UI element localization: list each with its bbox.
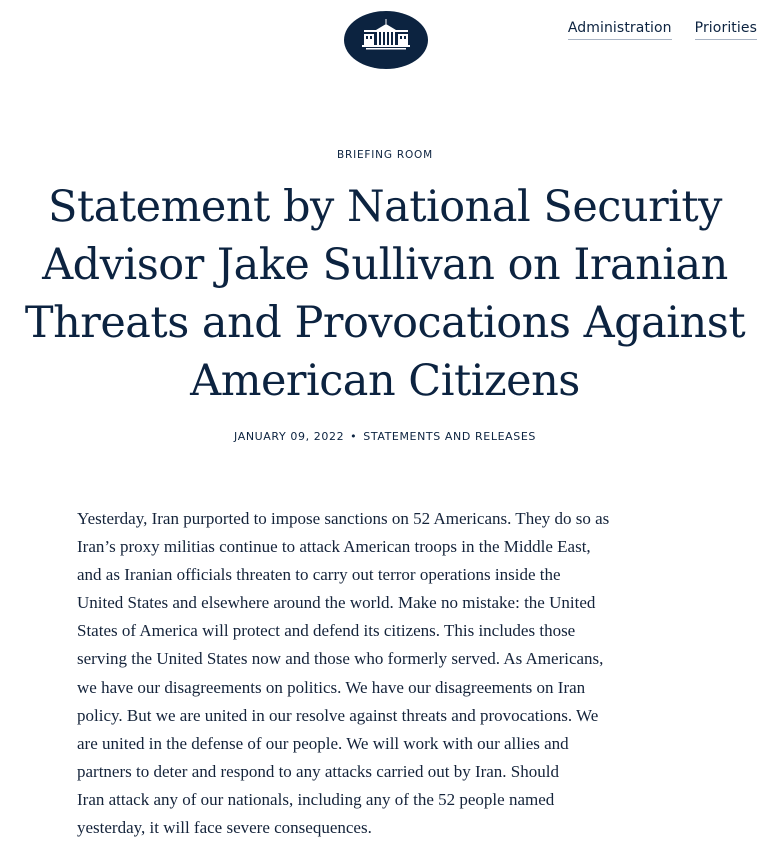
- category-link-briefing-room[interactable]: BRIEFING ROOM: [337, 149, 433, 161]
- page-title: Statement by National Security Advisor Jake Sullivan on Iranian Threats and Provocations Against American Citizens: [24, 182, 746, 406]
- nav-administration-link[interactable]: Administration: [568, 20, 672, 40]
- nav-priorities-link[interactable]: Priorities: [695, 20, 757, 40]
- section-link-statements[interactable]: STATEMENTS AND RELEASES: [363, 430, 536, 443]
- publish-date: JANUARY 09, 2022: [234, 430, 345, 443]
- primary-nav: [568, 20, 757, 40]
- site-header: [0, 0, 770, 80]
- article-body: Yesterday, Iran purported to impose sanctions on 52 Americans. They do so as Iran’s proxy militias continue to attack American troops in the Middle East, and as Iranian officials threaten to carry out terror operations inside the United States and elsewhere around the world. Make no mistake: the United States of America will protect and defend its citizens. This includes those serving the United States now and those who formerly served. As Americans, we have our disagreements on politics. We have our disagreements on Iran policy. But we are united in our resolve against threats and provocations. We are united in the defense of our people. We will work with our allies and partners to deter and respond to any attacks carried out by Iran. Should Iran attack any of our nationals, including any of the 52 people named yesterday, it will face severe consequences.: [77, 509, 610, 838]
- white-house-seal-icon[interactable]: [344, 11, 428, 69]
- article-meta: [0, 430, 770, 443]
- meta-separator: •: [350, 430, 358, 443]
